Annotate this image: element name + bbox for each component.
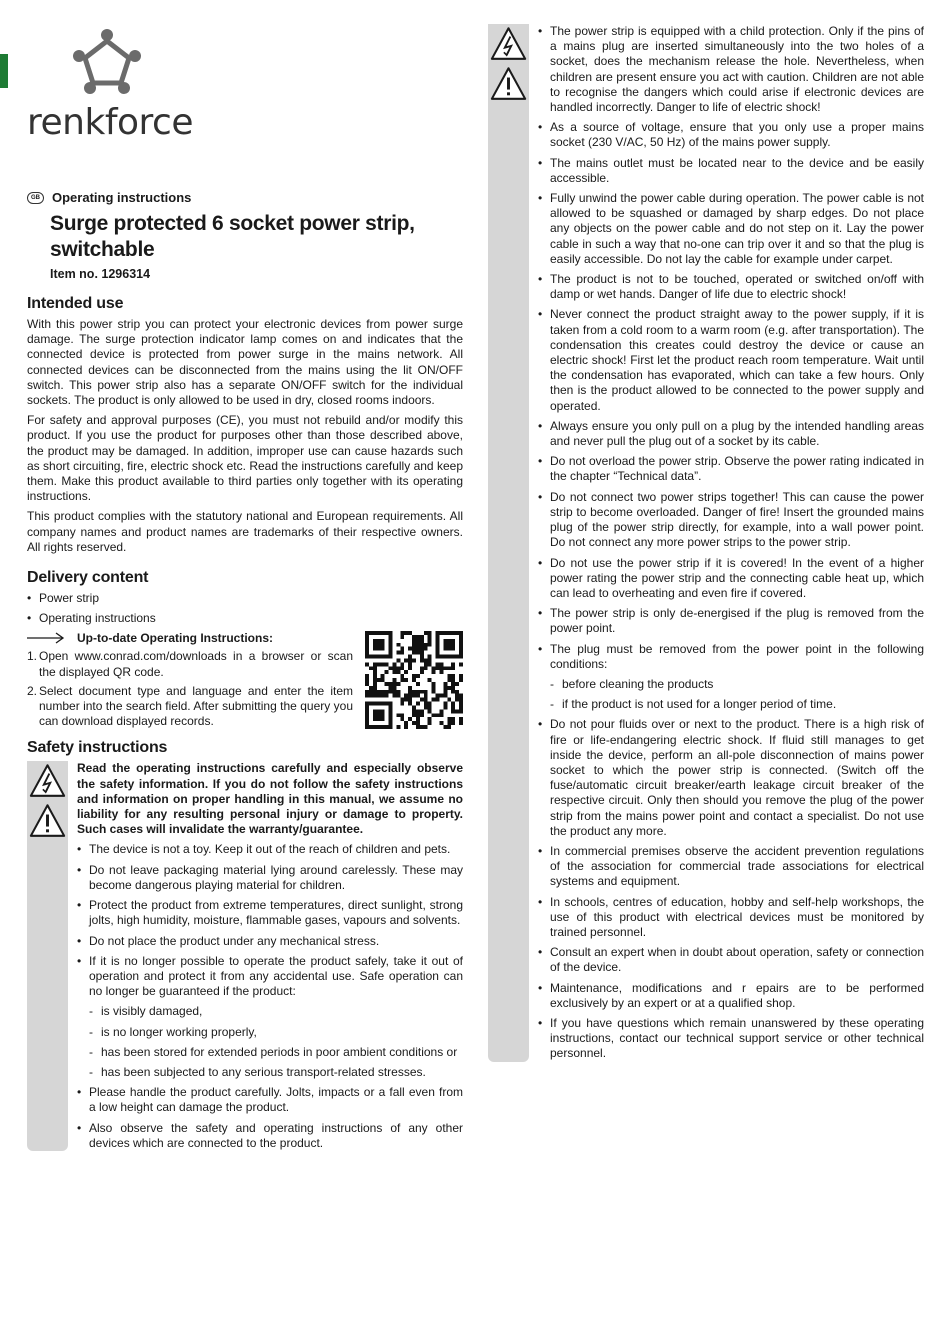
lightning-warning-icon xyxy=(29,763,66,799)
list-item: • Please handle the product carefully. Jolts, impacts or a fall even from a low height can damage the product. xyxy=(77,1085,463,1115)
list-item: - if the product is not used for a longer period of time. xyxy=(538,697,924,712)
list-item: • Do not leave packaging material lying around carelessly. These may become dangerous playing material for children. xyxy=(77,863,463,893)
list-item: • Also observe the safety and operating instructions of any other devices which are connected to the product. xyxy=(77,1121,463,1151)
delivery-heading: Delivery content xyxy=(27,569,149,587)
list-item: • The plug must be removed from the power point in the following conditions: xyxy=(538,642,924,672)
list-item: • Consult an expert when in doubt about operation, safety or connection of the device. xyxy=(538,945,924,975)
list-item: • Fully unwind the power cable during operation. The power cable is not allowed to be squashed or damaged by sharp edges. Do not place any objects on the power cable and do not step on it. Lay the power cable in such a way that no-one can trip over it and so that the plug is easily accessible. Do not lay the cable for example under carpet. xyxy=(538,191,924,267)
list-item: - has been stored for extended periods in poor ambient conditions or xyxy=(77,1045,463,1060)
list-item: • Do not pour fluids over or next to the product. There is a high risk of fire or life-endangering electric shock. If fluid still manages to get inside the device, perform an all-pole disconnection of mains power socket to which the power strip is connected. (Switch off the fuse/automatic circuit breaker/earth leakage circuit breaker of the respective circuit. Only then should you remove the plug of the power strip from the mains power point and contact a specialist. Do not use the product any more. xyxy=(538,717,924,839)
safety-list xyxy=(538,24,924,672)
right-column xyxy=(488,24,924,1067)
list-item: • Protect the product from extreme temperatures, direct sunlight, strong jolts, high humidity, moisture, flammable gases, vapours and solvents. xyxy=(77,898,463,928)
list-item: • In commercial premises observe the accident prevention regulations of the association for commercial trade associations for electrical systems and equipment. xyxy=(538,844,924,890)
list-item: • The product is not to be touched, operated or switched on/off with damp or wet hands. Danger of life due to electric shock! xyxy=(538,272,924,302)
safety-block-right xyxy=(488,24,924,1062)
safety-heading: Safety instructions xyxy=(27,739,168,757)
intended-use-heading: Intended use xyxy=(27,295,124,312)
page-edge-marker xyxy=(0,54,8,88)
list-item: - before cleaning the products xyxy=(538,677,924,692)
item-number: Item no. 1296314 xyxy=(50,267,151,281)
list-item: • Do not use the power strip if it is covered! In the event of a higher power rating the power strip and the connecting cable heat up, which can lead to overheating and even fire if covered. xyxy=(538,556,924,602)
product-title: Surge protected 6 socket power strip, switchable xyxy=(50,212,415,261)
list-item: • Do not connect two power strips together! This can cause the power strip to become overloaded. Danger of fire! Insert the grounded mains plug of the power strip directly, for example, into a wall power point. Do not connect any more power strips to the power strip. xyxy=(538,490,924,551)
intended-use-paragraph: With this power strip you can protect your electronic devices from power surge damage. The surge protection indicator lamp comes on and indicates that the connected device is protected from power surge in the mains network. All connected devices can be disconnected from the mains using the lit ON/OFF switch. This power strip also has a separate ON/OFF switch for the individual sockets. The product is only allowed to be used in dry, closed rooms indoors. xyxy=(27,317,463,408)
safety-list xyxy=(538,717,924,1061)
list-item: • If you have questions which remain unanswered by these operating instructions, contact our technical support service or other technical personnel. xyxy=(538,1016,924,1062)
removal-conditions-list xyxy=(538,677,924,712)
doc-type-line xyxy=(27,190,463,205)
intended-use-paragraph: For safety and approval purposes (CE), you must not rebuild and/or modify this product. If you use the product for purposes other than those described above, the product may be damaged. In addition, improper use can cause hazards such as short circuiting, fire, electric shock etc. Read the instructions carefully and keep them. Make this product available to third parties only together with its operating instructions. xyxy=(27,413,463,504)
safety-block-left xyxy=(27,761,463,1150)
uptodate-line xyxy=(27,631,353,645)
list-item: - is visibly damaged, xyxy=(77,1004,463,1019)
list-item: • The power strip is only de-energised if the plug is removed from the power point. xyxy=(538,606,924,636)
arrow-right-icon xyxy=(27,632,65,644)
unsafe-conditions-list xyxy=(77,1004,463,1080)
list-item: • In schools, centres of education, hobby and self-help workshops, the use of this product with electrical devices must be monitored by trained personnel. xyxy=(538,895,924,941)
safety-side-bar xyxy=(27,761,68,1150)
list-item: • As a source of voltage, ensure that you only use a proper mains socket (230 V/AC, 50 Hz) of the mains power supply. xyxy=(538,120,924,150)
list-item: 2. Select document type and language and enter the item number into the search field. After submitting the query you can download displayed records. xyxy=(27,683,353,729)
safety-intro: Read the operating instructions carefully and especially observe the safety information. If you do not follow the safety instructions and information on proper handling in this manual, we assume no liability for any resulting personal injury or damage to property. Such cases will invalidate the warranty/guarantee. xyxy=(77,761,463,837)
list-item: • Maintenance, modifications and r epairs are to be performed exclusively by an expert or at a qualified shop. xyxy=(538,981,924,1011)
list-item: • The mains outlet must be located near to the device and be easily accessible. xyxy=(538,156,924,186)
safety-side-bar xyxy=(488,24,529,1062)
list-item: • If it is no longer possible to operate the product safely, take it out of operation and protect it from any accidental use. Safe operation can no longer be guaranteed if the product: xyxy=(77,954,463,1000)
list-item: • Never connect the product straight away to the power supply, if it is taken from a cold room to a warm room (e.g. after transportation). The condensation this creates could destroy the device or cause an electric shock! First let the product reach room temperature. Wait until the condensation has evaporated, which can take a few hours. Only then is the product allowed to be connected to the power supply and operated. xyxy=(538,307,924,413)
safety-list xyxy=(77,842,463,999)
intended-use-paragraph: This product complies with the statutory national and European requirements. All company names and product names are trademarks of their respective owners. All rights reserved. xyxy=(27,509,463,554)
left-column xyxy=(27,190,463,1156)
qr-code[interactable] xyxy=(365,631,463,729)
list-item: - is no longer working properly, xyxy=(77,1025,463,1040)
list-item: • Power strip xyxy=(27,591,463,606)
delivery-list xyxy=(27,591,463,626)
list-item: • Do not overload the power strip. Observe the power rating indicated in the chapter “Technical data”. xyxy=(538,454,924,484)
brand-logo-icon xyxy=(69,26,145,98)
list-item: • The power strip is equipped with a child protection. Only if the pins of a mains plug are inserted simultaneously into the two holes of a socket, does the mechanism release the hole. Nevertheless, when children are present ensure you act with caution. Children are not able to recognise the dangers which could arise if electronic devices are handled incorrectly. Danger to life of electric shock! xyxy=(538,24,924,115)
list-item: 1. Open www.conrad.com/downloads in a browser or scan the displayed QR code. xyxy=(27,649,353,679)
uptodate-section xyxy=(27,631,463,729)
list-item: • Operating instructions xyxy=(27,611,463,626)
list-item: • Always ensure you only pull on a plug by the intended handling areas and never pull the plug out of a socket by its cable. xyxy=(538,419,924,449)
exclamation-warning-icon xyxy=(29,803,66,839)
doc-type: Operating instructions xyxy=(52,190,192,205)
language-badge: GB xyxy=(27,192,44,204)
uptodate-label: Up-to-date Operating Instructions: xyxy=(77,631,273,646)
brand-name: renkforce xyxy=(27,102,193,143)
safety-list xyxy=(77,1085,463,1151)
list-item: - has been subjected to any serious transport-related stresses. xyxy=(77,1065,463,1080)
uptodate-steps xyxy=(27,649,353,729)
brand-logo xyxy=(27,26,193,143)
lightning-warning-icon xyxy=(490,26,527,62)
exclamation-warning-icon xyxy=(490,66,527,102)
list-item: • The device is not a toy. Keep it out of the reach of children and pets. xyxy=(77,842,463,857)
list-item: • Do not place the product under any mechanical stress. xyxy=(77,934,463,949)
